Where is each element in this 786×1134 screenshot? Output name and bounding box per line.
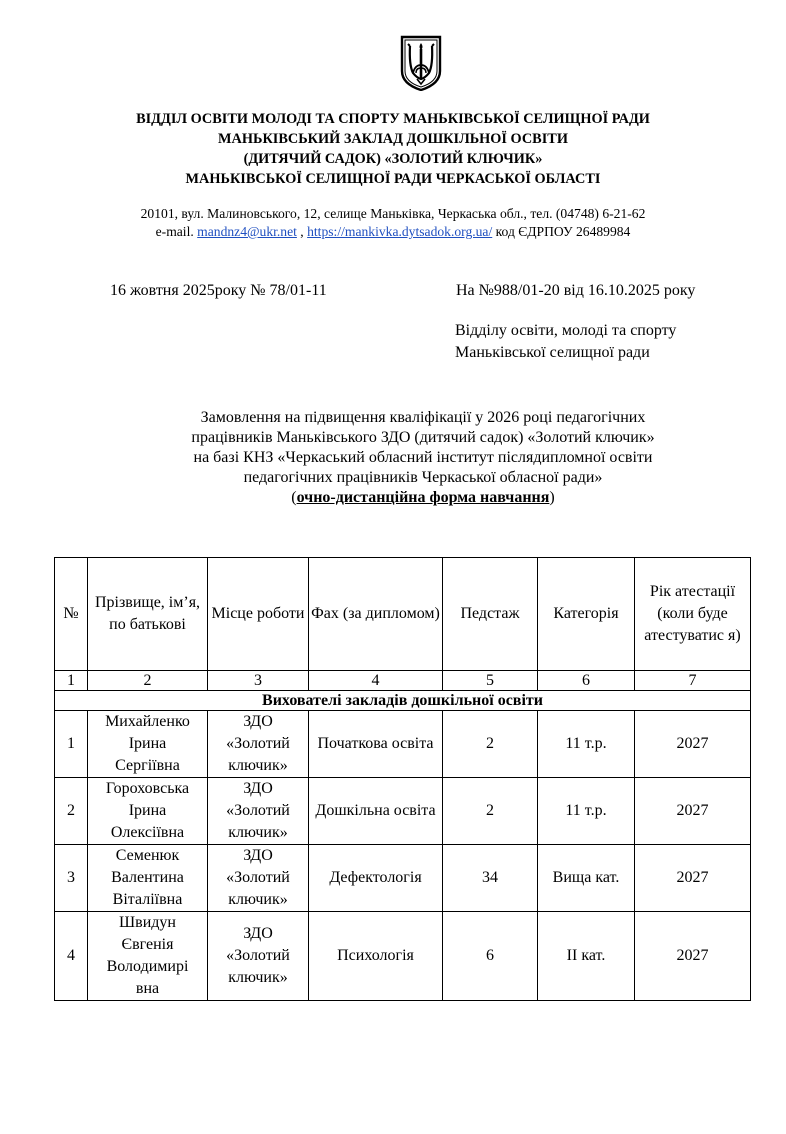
column-header-experience: Педстаж	[443, 558, 538, 671]
workplace-line: ЗДО	[243, 713, 273, 730]
name-line: Євгенія	[121, 936, 174, 953]
column-number: 4	[309, 671, 443, 691]
workplace-line: «Золотий	[226, 735, 290, 752]
email-link[interactable]: mandnz4@ukr.net	[197, 224, 297, 239]
name-line: Швидун	[119, 914, 176, 931]
attestation-year: 2027	[635, 912, 751, 1001]
addressee	[455, 320, 676, 364]
name-line: Володимирі	[106, 958, 189, 975]
column-number: 7	[635, 671, 751, 691]
name-line: Ірина	[128, 735, 167, 752]
workplace-line: ключик»	[228, 969, 288, 986]
name-line: Гороховська	[105, 780, 190, 797]
contact-block	[0, 205, 786, 241]
subject-line: Замовлення на підвищення кваліфікації у 2026 році педагогічних	[200, 409, 646, 426]
contact-line	[0, 223, 786, 241]
workplace	[208, 711, 309, 778]
paren-open: (	[291, 489, 297, 506]
row-number: 1	[55, 711, 88, 778]
staff-name	[88, 711, 208, 778]
name-line: Віталіївна	[112, 891, 183, 908]
outgoing-reference: 16 жовтня 2025року № 78/01-11	[110, 282, 327, 299]
staff-name	[88, 845, 208, 912]
table-row	[55, 845, 751, 912]
addressee-line: Відділу освіти, молоді та спорту	[455, 322, 677, 339]
document-subject	[0, 408, 786, 508]
incoming-reference: На №988/01-20 від 16.10.2025 року	[456, 282, 696, 299]
category: 11 т.р.	[538, 778, 635, 845]
contact-separator: ,	[296, 224, 308, 239]
attestation-year: 2027	[635, 711, 751, 778]
experience: 34	[443, 845, 538, 912]
study-form-line	[0, 488, 786, 508]
column-header-specialty: Фах (за дипломом)	[309, 558, 443, 671]
header-line: МАНЬКІВСЬКОЇ СЕЛИЩНОЇ РАДИ ЧЕРКАСЬКОЇ ОБЛАСТІ	[185, 171, 601, 187]
subject-line: на базі КНЗ «Черкаський обласний інститут післядипломної освіти	[193, 449, 653, 466]
column-number: 5	[443, 671, 538, 691]
name-line: вна	[135, 980, 160, 997]
coat-of-arms-icon	[399, 35, 443, 91]
section-title: Вихователі закладів дошкільної освіти	[55, 691, 751, 711]
column-header-name: Прізвище, ім’я, по батькові	[88, 558, 208, 671]
name-line: Семенюк	[115, 847, 180, 864]
category: 11 т.р.	[538, 711, 635, 778]
workplace-line: ключик»	[228, 891, 288, 908]
workplace-line: «Золотий	[226, 802, 290, 819]
header-line: ВІДДІЛ ОСВІТИ МОЛОДІ ТА СПОРТУ МАНЬКІВСЬКОЇ СЕЛИЩНОЇ РАДИ	[136, 111, 650, 127]
table-row	[55, 711, 751, 778]
row-number: 2	[55, 778, 88, 845]
name-line: Сергіївна	[115, 757, 180, 774]
header-line: (ДИТЯЧИЙ САДОК) «ЗОЛОТИЙ КЛЮЧИК»	[243, 151, 543, 167]
column-number: 6	[538, 671, 635, 691]
workplace	[208, 845, 309, 912]
specialty: Психологія	[309, 912, 443, 1001]
workplace	[208, 912, 309, 1001]
organization-header	[0, 109, 786, 189]
column-header-category: Категорія	[538, 558, 635, 671]
specialty: Дефектологія	[309, 845, 443, 912]
subject-line: педагогічних працівників Черкаської обласної ради»	[243, 469, 603, 486]
specialty: Дошкільна освіта	[309, 778, 443, 845]
attestation-year: 2027	[635, 845, 751, 912]
row-number: 4	[55, 912, 88, 1001]
column-header-number: №	[55, 558, 88, 671]
column-number: 1	[55, 671, 88, 691]
website-link[interactable]: https://mankivka.dytsadok.org.ua/	[307, 224, 493, 239]
category: Вища кат.	[538, 845, 635, 912]
experience: 2	[443, 778, 538, 845]
paren-close: )	[549, 489, 555, 506]
workplace-line: «Золотий	[226, 869, 290, 886]
column-number: 3	[208, 671, 309, 691]
header-line: МАНЬКІВСЬКИЙ ЗАКЛАД ДОШКІЛЬНОЇ ОСВІТИ	[218, 131, 568, 147]
email-prefix: e-mail.	[155, 224, 198, 239]
experience: 2	[443, 711, 538, 778]
name-line: Михайленко	[105, 713, 190, 730]
category: ІІ кат.	[538, 912, 635, 1001]
section-row	[55, 691, 751, 711]
workplace-line: ЗДО	[243, 780, 273, 797]
workplace-line: ключик»	[228, 757, 288, 774]
row-number: 3	[55, 845, 88, 912]
name-line: Ірина	[128, 802, 167, 819]
staff-name	[88, 778, 208, 845]
table-row	[55, 912, 751, 1001]
study-form: очно-дистанційна форма навчання	[296, 489, 550, 506]
staff-table	[54, 557, 751, 1001]
name-line: Олексіївна	[110, 824, 185, 841]
edrpou-code: код ЄДРПОУ 26489984	[492, 224, 631, 239]
column-header-attestation-year: Рік атестації (коли буде атестуватис я)	[635, 558, 751, 671]
attestation-year: 2027	[635, 778, 751, 845]
column-header-workplace: Місце роботи	[208, 558, 309, 671]
workplace	[208, 778, 309, 845]
column-number-row	[55, 671, 751, 691]
workplace-line: ЗДО	[243, 847, 273, 864]
table-header-row	[55, 558, 751, 671]
experience: 6	[443, 912, 538, 1001]
workplace-line: ЗДО	[243, 925, 273, 942]
specialty: Початкова освіта	[309, 711, 443, 778]
workplace-line: ключик»	[228, 824, 288, 841]
name-line: Валентина	[111, 869, 184, 886]
staff-name	[88, 912, 208, 1001]
postal-address: 20101, вул. Малиновського, 12, селище Маньківка, Черкаська обл., тел. (04748) 6-21-62	[140, 206, 646, 221]
column-number: 2	[88, 671, 208, 691]
addressee-line: Маньківської селищної ради	[455, 344, 650, 361]
workplace-line: «Золотий	[226, 947, 290, 964]
table-row	[55, 778, 751, 845]
subject-line: працівників Маньківського ЗДО (дитячий садок) «Золотий ключик»	[191, 429, 655, 446]
